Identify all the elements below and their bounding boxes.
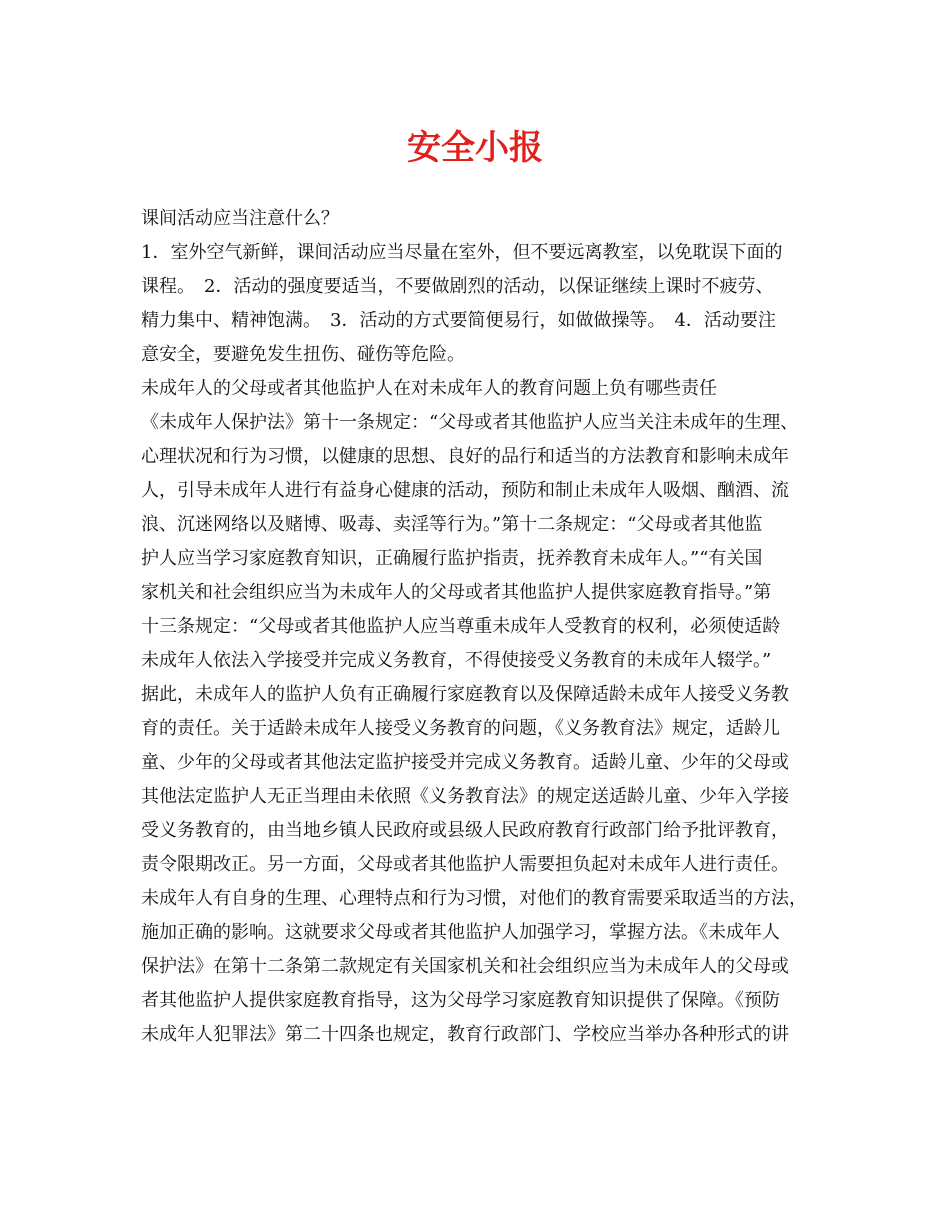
text-line: 未成年人的父母或者其他监护人在对未成年人的教育问题上负有哪些责任 xyxy=(141,378,717,399)
text-line: 据此，未成年人的监护人负有正确履行家庭教育以及保障适龄未成年人接受义务教 xyxy=(141,684,789,705)
text-line: 课间活动应当注意什么？ xyxy=(141,208,339,229)
text-line: 责令限期改正。另一方面，父母或者其他监护人需要担负起对未成年人进行责任。 xyxy=(141,854,789,875)
text-line: 课程。 2．活动的强度要适当，不要做剧烈的活动，以保证继续上课时不疲劳、 xyxy=(141,276,774,297)
text-line: 未成年人有自身的生理、心理特点和行为习惯，对他们的教育需要采取适当的方法， xyxy=(141,888,807,909)
text-line: 《未成年人保护法》第十一条规定：“父母或者其他监护人应当关注未成年的生理、 xyxy=(141,412,799,433)
text-line: 受义务教育的，由当地乡镇人民政府或县级人民政府教育行政部门给予批评教育， xyxy=(141,820,789,841)
text-line: 十三条规定：“父母或者其他监护人应当尊重未成年人受教育的权利，必须使适龄 xyxy=(141,616,781,637)
text-line: 育的责任。关于适龄未成年人接受义务教育的问题，《义务教育法》规定，适龄儿 xyxy=(141,718,780,739)
text-line: 者其他监护人提供家庭教育指导，这为父母学习家庭教育知识提供了保障。《预防 xyxy=(141,990,780,1011)
text-line: 意安全，要避免发生扭伤、碰伤等危险。 xyxy=(141,344,465,365)
text-line: 未成年人依法入学接受并完成义务教育，不得使接受义务教育的未成年人辍学。” xyxy=(141,650,772,671)
text-line: 心理状况和行为习惯，以健康的思想、良好的品行和适当的方法教育和影响未成年 xyxy=(141,446,789,467)
text-line: 童、少年的父母或者其他法定监护接受并完成义务教育。适龄儿童、少年的父母或 xyxy=(141,752,789,773)
text-line: 施加正确的影响。这就要求父母或者其他监护人加强学习，掌握方法。《未成年人 xyxy=(141,922,780,943)
text-line: 人，引导未成年人进行有益身心健康的活动，预防和制止未成年人吸烟、酗酒、流 xyxy=(141,480,789,501)
document-title: 安全小报 xyxy=(407,128,543,168)
text-line: 浪、沉迷网络以及赌博、吸毒、卖淫等行为。”第十二条规定：“父母或者其他监 xyxy=(141,514,763,535)
text-line: 未成年人犯罪法》第二十四条也规定，教育行政部门、学校应当举办各种形式的讲 xyxy=(141,1024,789,1045)
text-line: 其他法定监护人无正当理由未依照《义务教育法》的规定送适龄儿童、少年入学接 xyxy=(141,786,789,807)
document-body xyxy=(141,202,831,1052)
text-line: 1．室外空气新鲜，课间活动应当尽量在室外，但不要远离教室，以免耽误下面的 xyxy=(141,242,783,263)
text-line: 保护法》在第十二条第二款规定有关国家机关和社会组织应当为未成年人的父母或 xyxy=(141,956,789,977)
text-line: 护人应当学习家庭教育知识，正确履行监护指责，抚养教育未成年人。”“有关国 xyxy=(141,548,763,569)
text-line: 精力集中、精神饱满。 3．活动的方式要简便易行，如做做操等。 4．活动要注 xyxy=(141,310,776,331)
text-line: 家机关和社会组织应当为未成年人的父母或者其他监护人提供家庭教育指导。”第 xyxy=(141,582,772,603)
